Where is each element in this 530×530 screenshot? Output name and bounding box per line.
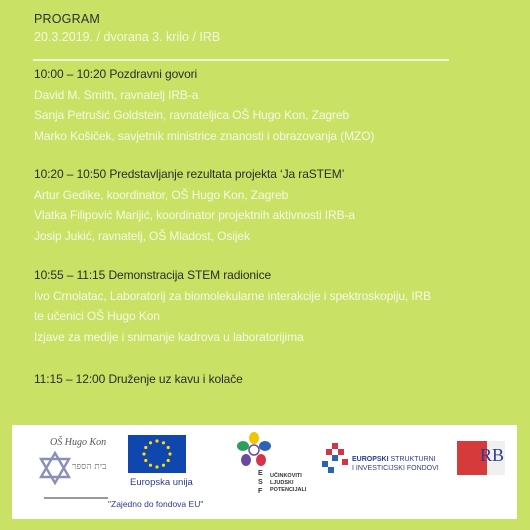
- program-line: Vlatka Filipović Marijić, koordinator projektnih aktivnosti IRB-a: [34, 208, 355, 222]
- program-title: PROGRAM: [34, 12, 100, 26]
- esif-line1-rest: STRUKTURNI: [388, 456, 436, 463]
- irb-logo-letters: RB: [480, 445, 505, 465]
- star-of-david-icon: [38, 451, 72, 485]
- esf-text-line: LJUDSKI: [270, 480, 294, 486]
- header-divider: [33, 59, 449, 61]
- program-block-1: [34, 64, 374, 146]
- eu-slogan: "Zajedno do fondova EU": [108, 499, 204, 509]
- program-block-heading: 10:20 – 10:50 Predstavljanje rezultata projekta ‘Ja raSTEM’: [34, 167, 345, 181]
- program-block-3: [34, 265, 431, 347]
- program-line: te učenici OŠ Hugo Kon: [34, 309, 160, 323]
- program-block-heading: 10:00 – 10:20 Pozdravni govori: [34, 67, 198, 81]
- program-line: Izjave za medije i snimanje kadrova u laboratorijima: [34, 329, 304, 344]
- esif-line2: I INVESTICIJSKI FONDOVI: [352, 465, 439, 472]
- esf-text: [270, 473, 306, 494]
- program-line: Marko Košiček, savjetnik ministrice znanosti i obrazovanja (MZO): [34, 128, 375, 143]
- program-line: Artur Gedike, koordinator, OŠ Hugo Kon, Zagreb: [34, 187, 289, 202]
- eu-caption: Europska unija: [130, 477, 193, 488]
- program-header: [34, 11, 220, 46]
- esf-letters: ESF: [258, 470, 263, 495]
- program-line: Sanja Petrušić Goldstein, ravnateljica OŠ Hugo Kon, Zagreb: [34, 108, 350, 122]
- program-line: David M. Smith, ravnatelj IRB-a: [34, 87, 199, 102]
- program-line: Ivo Crnolatac, Laboratorij za biomolekularne interakcije i spektroskopiju, IRB: [34, 288, 432, 303]
- program-block-4: [34, 369, 243, 390]
- program-block-heading: 10:55 – 11:15 Demonstracija STEM radionice: [34, 268, 272, 282]
- esf-text-line: POTENCIJALI: [270, 487, 307, 493]
- esif-line1-bold: EUROPSKI: [352, 456, 389, 463]
- esf-text-line: UČINKOVITI: [270, 473, 302, 479]
- school-logo-hebrew-line: [44, 489, 108, 499]
- croatian-checker-icon: [322, 443, 348, 473]
- eu-flag-icon: [128, 435, 186, 473]
- partner-logos-strip: [12, 425, 517, 519]
- school-logo-name: OŠ Hugo Kon: [50, 437, 107, 448]
- program-block-2: [34, 164, 355, 246]
- esif-text: [352, 455, 439, 473]
- program-line: Josip Jukić, ravnatelj, OŠ Mladost, Osijek: [34, 228, 250, 243]
- program-block-heading: 11:15 – 12:00 Druženje uz kavu i kolače: [34, 372, 243, 386]
- school-logo-hebrew: בית הספר: [72, 462, 107, 472]
- school-logo: [22, 431, 114, 513]
- esf-flower-icon: [234, 431, 274, 469]
- program-date-location: 20.3.2019. / dvorana 3. krilo / IRB: [34, 30, 221, 44]
